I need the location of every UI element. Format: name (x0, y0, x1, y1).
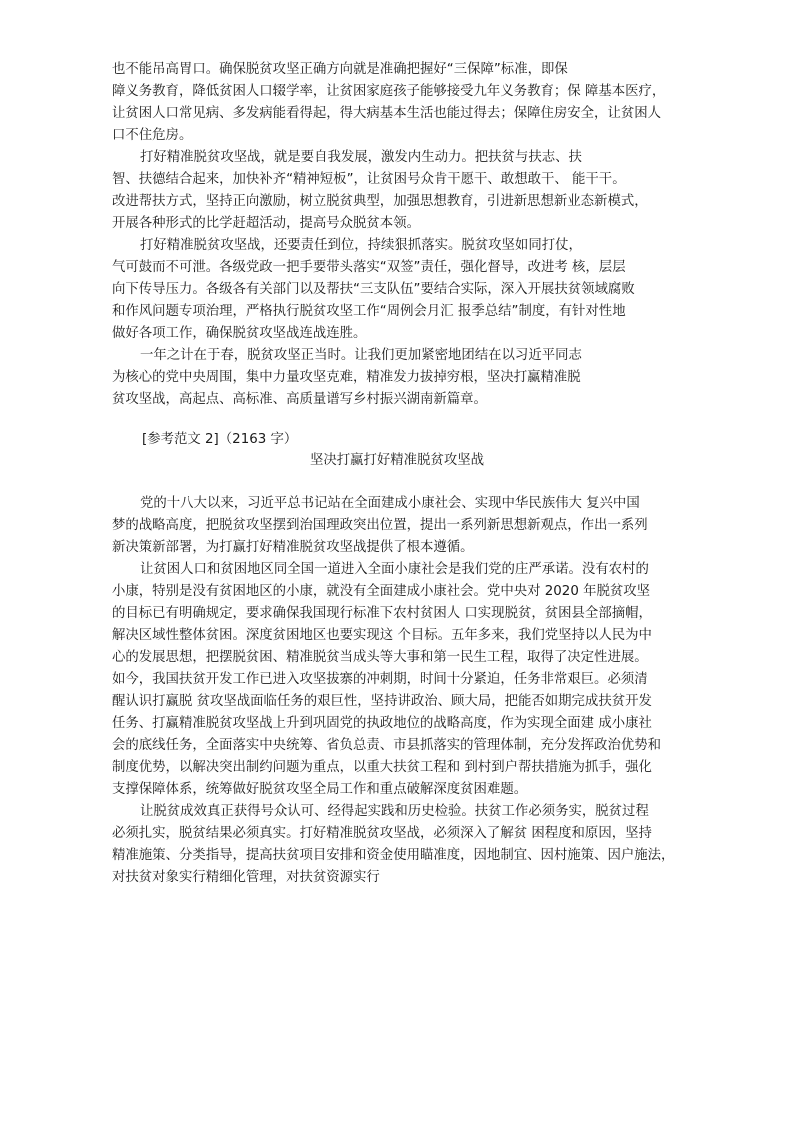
paragraph-line: 开展各种形式的比学赶超活动，提高号众脱贫本领。 (112, 216, 420, 231)
paragraph-line: 让脱贫成效真正获得号众认可、经得起实践和历史检验。扶贫工作必须务实，脱贫过程 (140, 804, 649, 819)
paragraph-line: 必须扎实，脱贫结果必须真实。打好精准脱贫攻坚战，必须深入了解贫 困程度和原因，坚持 (112, 826, 652, 841)
paragraph-line: 会的底线任务，全面落实中央统筹、省负总责、市县抓落实的管理体制，充分发挥政治优势和 (112, 738, 662, 753)
paragraph-line: 一年之计在于春，脱贫攻坚正当时。让我们更加紧密地团结在以习近平同志 (140, 348, 582, 363)
paragraph-line: 对扶贫对象实行精细化管理，对扶贫资源实行 (112, 870, 380, 885)
paragraph-line: 和作风问题专项治理，严格执行脱贫攻坚工作“周例会月汇 报季总结”制度，有针对性地 (112, 304, 626, 319)
paragraph-line: 气可鼓而不可泄。各级党政一把手要带头落实“双签”责任，强化督导，改进考 核，层层 (112, 260, 626, 275)
paragraph-line: 让贫困人口常见病、多发病能看得起，得大病基本生活也能过得去；保障住房安全，让贫困人 (112, 106, 662, 121)
reference-label: [参考范文 2]（2163 字） (142, 432, 298, 447)
paragraph-line: 如今，我国扶贫开发工作已进入攻坚拔寨的冲刺期，时间十分紧迫，任务非常艰巨。必须清 (112, 672, 648, 687)
paragraph-line: 梦的战略高度，把脱贫攻坚摆到治国理政突出位置，提出一系列新思想新观点，作出一系列 (112, 518, 648, 533)
paragraph-line: 制度优势，以解决突出制约问题为重点，以重大扶贫工程和 到村到户帮扶措施为抓手，强化 (112, 760, 652, 775)
paragraph-line: 新决策新部署，为打赢打好精准脱贫攻坚战提供了根本遵循。 (112, 540, 474, 555)
paragraph-line: 解决区域性整体贫困。深度贫困地区也要实现这 个目标。五年多来，我们党坚持以人民为中 (112, 628, 652, 643)
paragraph-line: 智、扶德结合起来，加快补齐“精神短板”，让贫困号众肯干愿干、敢想敢干、 能干干。 (112, 172, 626, 187)
paragraph-line: 做好各项工作，确保脱贫攻坚战连战连胜。 (112, 326, 367, 341)
paragraph-line: 心的发展思想，把摆脱贫困、精准脱贫当成头等大事和第一民生工程，取得了决定性进展。 (112, 650, 648, 665)
paragraph-line: 任务、打赢精准脱贫攻坚战上升到巩固党的执政地位的战略高度，作为实现全面建 成小康社 (112, 716, 652, 731)
paragraph-line: 精准施策、分类指导，提高扶贫项目安排和资金使用瞄准度，因地制宜、因村施策、因户施法， (112, 848, 675, 863)
paragraph-line: 贫攻坚战，高起点、高标准、高质量谱写乡村振兴湖南新篇章。 (112, 392, 487, 407)
paragraph-line: 让贫困人口和贫困地区同全国一道进入全面小康社会是我们党的庄严承诺。没有农村的 (140, 562, 649, 577)
paragraph-line: 打好精准脱贫攻坚战，还要责任到位，持续狠抓落实。脱贫攻坚如同打仗， (140, 238, 582, 253)
paragraph-line: 党的十八大以来，习近平总书记站在全面建成小康社会、实现中华民族伟大 复兴中国 (140, 496, 640, 511)
paragraph-line: 向下传导压力。各级各有关部门以及帮扶“三支队伍”要结合实际，深入开展扶贫领域腐败 (112, 282, 635, 297)
paragraph-line: 也不能吊高胃口。确保脱贫攻坚正确方向就是准确把握好“三保障”标准，即保 (112, 62, 568, 77)
article-title: 坚决打赢打好精准脱贫攻坚战 (309, 453, 485, 468)
paragraph-line: 小康，特别是没有贫困地区的小康，就没有全面建成小康社会。党中央对 2020 年脱贫攻坚 (112, 584, 651, 599)
paragraph-line: 障义务教育，降低贫困人口辍学率，让贫困家庭孩子能够接受九年义务教育；保 障基本医疗， (112, 84, 666, 99)
paragraph-line: 口不住危房。 (112, 128, 193, 143)
paragraph-line: 醒认识打赢脱 贫攻坚战面临任务的艰巨性，坚持讲政治、顾大局，把能否如期完成扶贫开发 (112, 694, 652, 709)
paragraph-line: 的目标已有明确规定，要求确保我国现行标准下农村贫困人 口实现脱贫，贫困县全部摘帽， (112, 606, 652, 621)
paragraph-line: 打好精准脱贫攻坚战，就是要自我发展，激发内生动力。把扶贫与扶志、扶 (140, 150, 582, 165)
paragraph-line: 改进帮扶方式，坚持正向激励，树立脱贫典型，加强思想教育，引进新思想新业态新模式， (112, 194, 648, 209)
paragraph-line: 为核心的党中央周围，集中力量攻坚克难，精准发力拔掉穷根，坚决打赢精准脱 (112, 370, 581, 385)
paragraph-line: 支撑保障体系，统筹做好脱贫攻坚全局工作和重点破解深度贫困难题。 (112, 782, 528, 797)
